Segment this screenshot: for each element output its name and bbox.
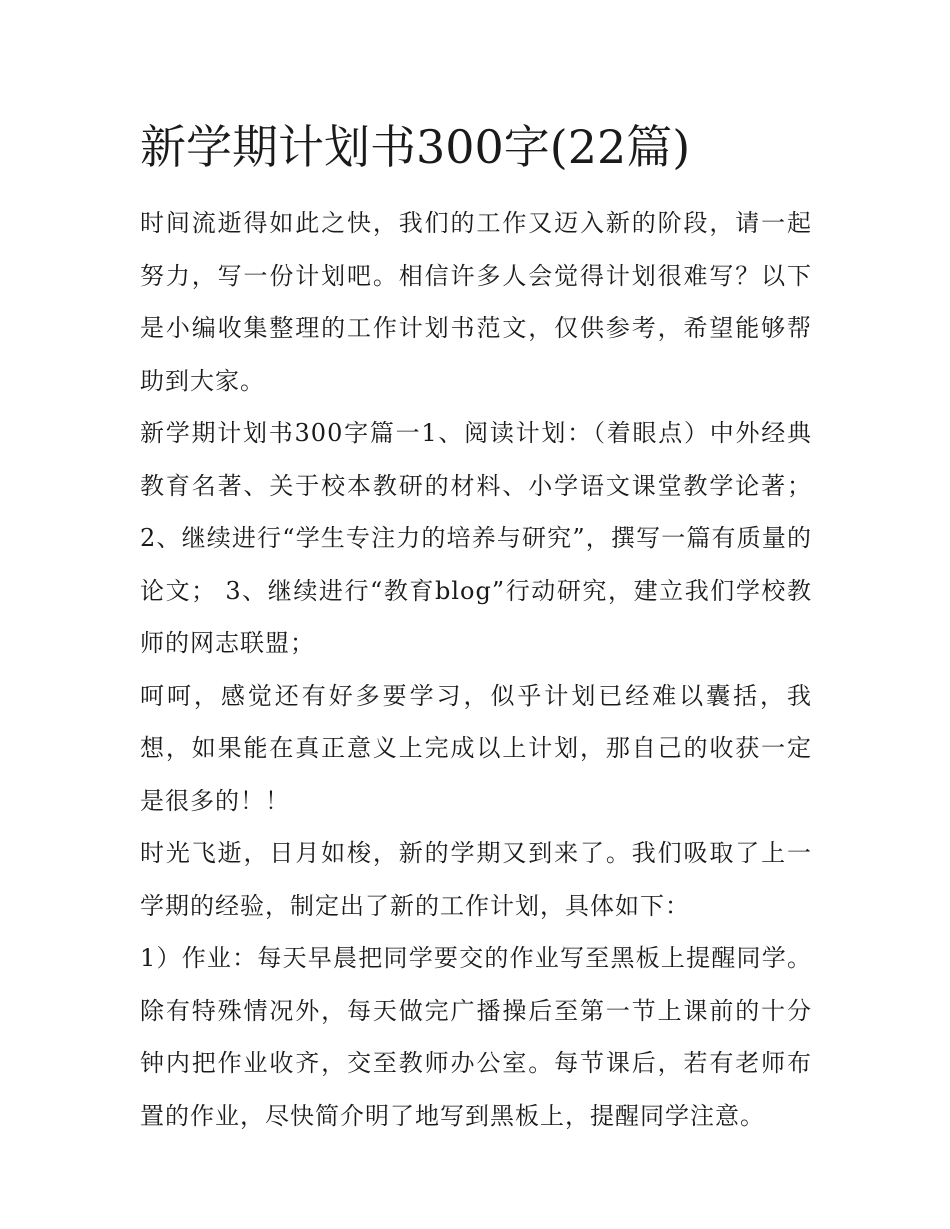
plan-one-paragraph: 新学期计划书300字篇一1、阅读计划：（着眼点）中外经典教育名著、关于校本教研的材料、小学语文课堂教学论著；2、继续进行“学生专注力的培养与研究”，撰写一篇有质量的论文； 3、继续进行“教育blog”行动研究，建立我们学校教师的网志联盟； [140,419,812,657]
intro-paragraph: 时间流逝得如此之快，我们的工作又迈入新的阶段，请一起努力，写一份计划吧。相信许多人会觉得计划很难写？以下是小编收集整理的工作计划书范文，仅供参考，希望能够帮助到大家。 [140,209,812,395]
document-body [140,197,812,1142]
reflection-paragraph: 呵呵，感觉还有好多要学习，似乎计划已经难以囊括，我想，如果能在真正意义上完成以上计划，那自己的收获一定是很多的！！ [140,681,812,815]
new-term-paragraph: 时光飞逝，日月如梭，新的学期又到来了。我们吸取了上一学期的经验，制定出了新的工作计划，具体如下： [140,839,812,920]
document-title: 新学期计划书300字(22篇) [140,120,691,174]
homework-paragraph: 1）作业：每天早晨把同学要交的作业写至黑板上提醒同学。除有特殊情况外，每天做完广播操后至第一节上课前的十分钟内把作业收齐，交至教师办公室。每节课后，若有老师布置的作业，尽快简介明了地写到黑板上，提醒同学注意。 [140,944,812,1130]
